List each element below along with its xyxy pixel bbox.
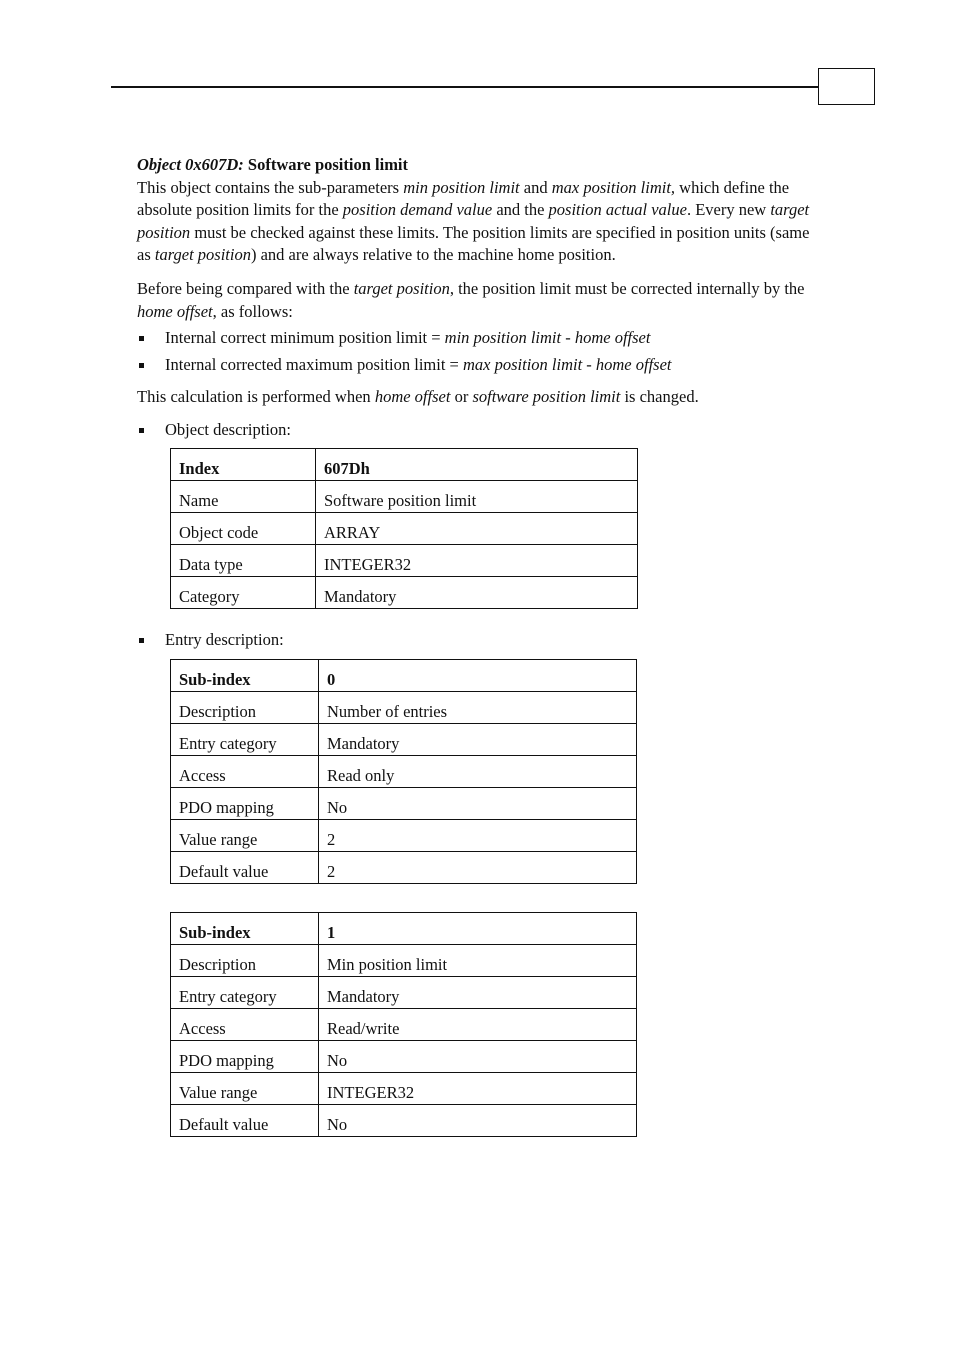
italic-term: min position limit [403,177,520,197]
text-run: This object contains the sub-parameters [137,177,404,197]
table-cell: 2 [319,820,637,852]
table-cell: Read only [319,756,637,788]
table-cell: Access [171,1009,319,1041]
italic-term: target position [154,245,251,265]
text-run: Before being compared with the [137,278,354,298]
table-cell: PDO mapping [171,788,319,820]
list-item: Object description: [137,419,817,442]
table-cell: INTEGER32 [319,1073,637,1105]
table-row [171,724,637,756]
italic-term: home offset [374,387,451,407]
intro-paragraph [137,177,817,267]
text-run: is changed. [620,387,699,407]
table-cell: Number of entries [319,692,637,724]
table-cell: Mandatory [319,977,637,1009]
table-cell: Description [171,945,319,977]
table-row [171,820,637,852]
formula-list [137,327,817,376]
entry-description-list [137,629,817,652]
table-cell: Category [171,576,316,608]
entry-table-1 [170,912,637,1137]
text-run: This calculation is performed when [137,387,375,407]
table-row [171,1041,637,1073]
table-row [171,756,637,788]
header-rule [111,86,819,88]
text-run: and [519,177,552,197]
table-cell: No [319,1041,637,1073]
italic-term: home offset [137,301,213,321]
table-cell: Access [171,756,319,788]
table-cell: Min position limit [319,945,637,977]
table-cell: Name [171,480,316,512]
text-run: Internal correct minimum position limit = [165,328,445,348]
calculation-note [137,386,817,409]
table-row [171,945,637,977]
table-cell: Sub-index [171,913,319,945]
table-cell: No [319,788,637,820]
table-cell: Description [171,692,319,724]
table-row [171,1009,637,1041]
italic-term: target position [137,200,810,242]
table-row [171,692,637,724]
table-cell: Software position limit [316,480,638,512]
italic-term: target position [353,278,450,298]
table-cell: 1 [319,913,637,945]
table-row [171,576,638,608]
table-cell: ARRAY [316,512,638,544]
text-run: ) and are always relative to the machine home position. [250,245,616,265]
table-cell: Mandatory [319,724,637,756]
table-cell: Default value [171,1105,319,1137]
table-row [171,1073,637,1105]
text-run: , as follows: [212,301,293,321]
italic-term: max position limit - home offset [462,354,672,374]
table-row [171,512,638,544]
list-item [137,354,817,377]
table-row [171,1105,637,1137]
table-cell: PDO mapping [171,1041,319,1073]
table-row [171,977,637,1009]
table-cell: Value range [171,820,319,852]
list-item: Entry description: [137,629,817,652]
text-run: must be checked against these limits. The position limits are specified in position units (same as [137,222,810,265]
table-cell: No [319,1105,637,1137]
table-row [171,544,638,576]
table-cell: Sub-index [171,660,319,692]
list-item [137,327,817,350]
table-cell: Entry category [171,977,319,1009]
table-row [171,788,637,820]
table-row [171,913,637,945]
table-cell: Object code [171,512,316,544]
object-id: Object 0x607D: [137,155,244,174]
table-cell: 607Dh [316,448,638,480]
table-cell: Read/write [319,1009,637,1041]
italic-term: position actual value [548,200,687,220]
table-row [171,480,638,512]
text-run: , the position limit must be corrected internally by the [449,278,805,298]
table-row [171,448,638,480]
table-cell: Default value [171,852,319,884]
table-cell: Mandatory [316,576,638,608]
italic-term: min position limit - home offset [444,328,651,348]
table-cell: Value range [171,1073,319,1105]
table-cell: Index [171,448,316,480]
table-cell: Data type [171,544,316,576]
page-number-box [818,68,875,105]
italic-term: software position limit [472,387,621,407]
text-run: Internal corrected maximum position limit = [165,354,463,374]
text-run: or [450,387,473,407]
table-row [171,852,637,884]
text-run: . Every new [686,200,771,220]
table-cell: INTEGER32 [316,544,638,576]
text-run: and the [492,200,549,220]
italic-term: max position limit, [551,177,676,197]
table-cell: Entry category [171,724,319,756]
table-cell: 2 [319,852,637,884]
correction-paragraph [137,278,817,323]
italic-term: position demand value [342,200,493,220]
table-row [171,660,637,692]
object-description-list [137,419,817,442]
section-title: Software position limit [247,155,409,174]
text-run: which define the absolute position limits for the [137,177,790,220]
document-body [137,154,817,1137]
section-heading [137,154,817,177]
entry-table-0 [170,659,637,884]
object-table [170,448,638,609]
table-cell: 0 [319,660,637,692]
